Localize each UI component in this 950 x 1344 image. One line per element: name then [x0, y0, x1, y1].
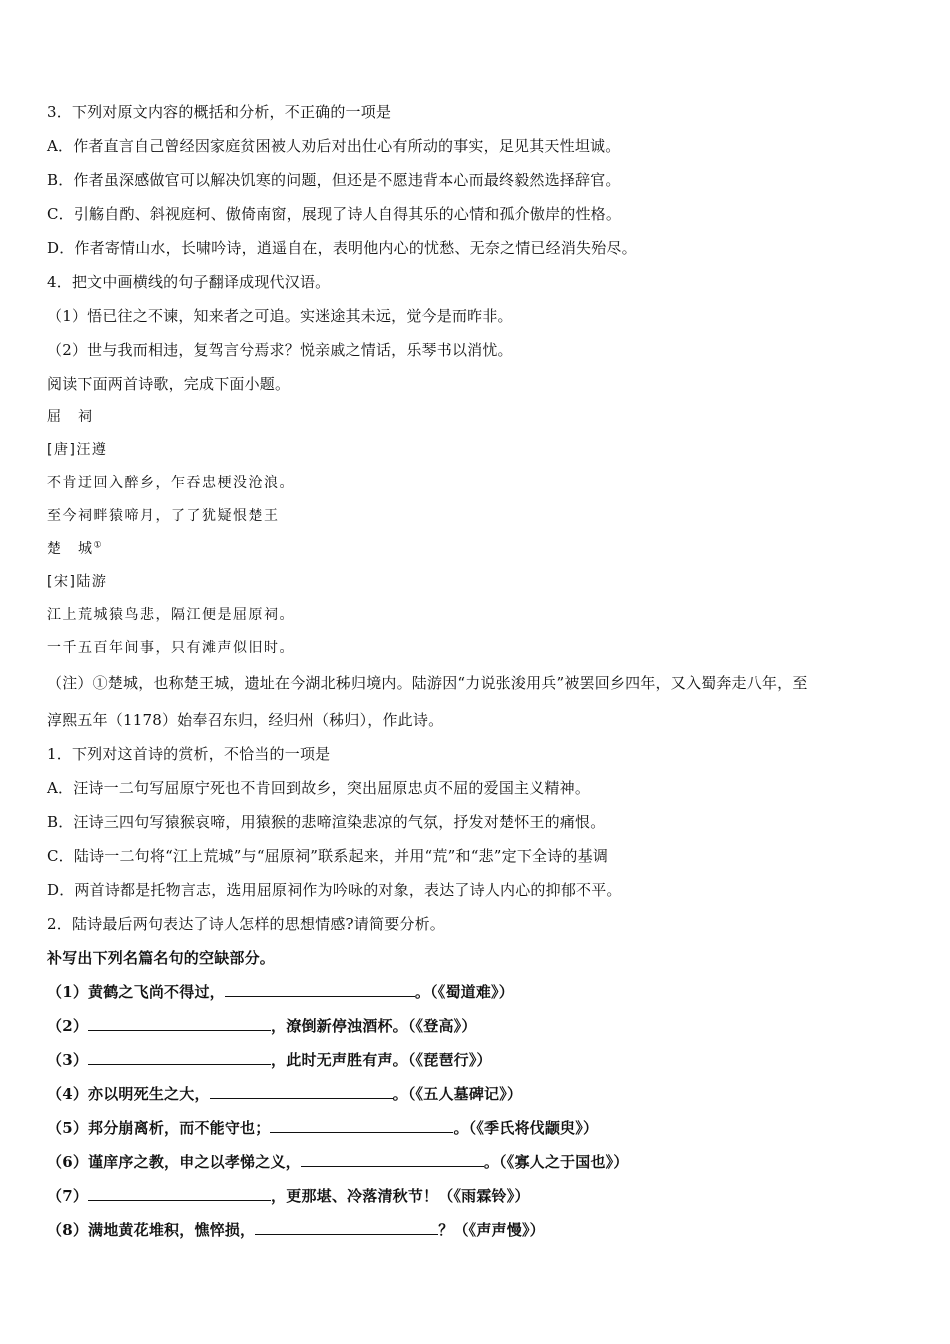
fill-blank-2[interactable] — [88, 1016, 271, 1031]
fill-item-8-pre: （8）满地黄花堆积，憔悴损， — [47, 1221, 256, 1239]
fill-blank-3[interactable] — [88, 1050, 271, 1065]
footnote-line-2: 淳熙五年（1178）始奉召东归，经归州（秭归），作此诗。 — [47, 711, 444, 729]
fill-item-7-post: ，更那堪、冷落清秋节！（《雨霖铃》） — [271, 1187, 530, 1205]
fill-item-5 — [47, 1118, 598, 1138]
fill-item-7-pre: （7） — [47, 1187, 89, 1205]
fill-item-3-post: ，此时无声胜有声。（《琵琶行》） — [271, 1051, 492, 1069]
fill-item-4-pre: （4）亦以明死生之大， — [47, 1085, 210, 1103]
pq1-option-a: A．汪诗一二句写屈原宁死也不肯回到故乡，突出屈原忠贞不屈的爱国主义精神。 — [47, 779, 591, 797]
fill-item-8 — [47, 1220, 545, 1240]
footnote-marker: ① — [93, 540, 104, 551]
fill-item-8-post: ？（《声声慢》） — [438, 1221, 545, 1239]
fill-blank-6[interactable] — [301, 1152, 484, 1167]
fill-item-1-post: 。（《蜀道难》） — [414, 983, 514, 1001]
q3-option-d: D．作者寄情山水，长啸吟诗，逍遥自在，表明他内心的忧愁、无奈之情已经消失殆尽。 — [47, 239, 637, 257]
fill-item-2 — [47, 1016, 477, 1036]
poem2-title — [47, 539, 103, 559]
fill-blank-5[interactable] — [270, 1118, 453, 1133]
poem1-line-1: 不肯迂回入醉乡，乍吞忠梗没沧浪。 — [47, 475, 295, 491]
fill-item-4-post: 。（《五人墓碑记》） — [392, 1085, 523, 1103]
poem2-line-2: 一千五百年间事，只有滩声似旧时。 — [47, 640, 295, 656]
poem1-author: [唐]汪遵 — [47, 442, 108, 458]
fill-blank-4[interactable] — [210, 1084, 393, 1099]
fill-item-3-pre: （3） — [47, 1051, 89, 1069]
poem1-title: 屈 祠 — [47, 409, 94, 425]
q3-option-a: A．作者直言自己曾经因家庭贫困被人劝后对出仕心有所动的事实，足见其天性坦诚。 — [47, 137, 621, 155]
fill-item-6 — [47, 1152, 629, 1172]
pq1-option-b: B．汪诗三四句写猿猴哀啼，用猿猴的悲啼渲染悲凉的气氛，抒发对楚怀王的痛恨。 — [47, 813, 606, 831]
q4-sentence-2: （2）世与我而相违，复驾言兮焉求？悦亲戚之情话，乐琴书以消忧。 — [47, 341, 513, 359]
pq2-stem: 2．陆诗最后两句表达了诗人怎样的思想情感?请简要分析。 — [47, 915, 445, 933]
pq1-option-d: D．两首诗都是托物言志，选用屈原祠作为吟咏的对象，表达了诗人内心的抑郁不平。 — [47, 881, 622, 899]
poem2-author: [宋]陆游 — [47, 574, 108, 590]
poem2-line-1: 江上荒城猿鸟悲，隔江便是屈原祠。 — [47, 607, 295, 623]
q4-sentence-1: （1）悟已往之不谏，知来者之可追。实迷途其未远，觉今是而昨非。 — [47, 307, 513, 325]
poems-intro: 阅读下面两首诗歌，完成下面小题。 — [47, 375, 291, 393]
fill-item-6-pre: （6）谨庠序之教，申之以孝悌之义， — [47, 1153, 301, 1171]
q3-stem: 3．下列对原文内容的概括和分析，不正确的一项是 — [47, 103, 392, 121]
q3-option-b: B．作者虽深感做官可以解决饥寒的问题，但还是不愿违背本心而最终毅然选择辞官。 — [47, 171, 621, 189]
fill-item-7 — [47, 1186, 530, 1206]
q4-stem: 4．把文中画横线的句子翻译成现代汉语。 — [47, 273, 331, 291]
poem1-line-2: 至今祠畔猿啼月，了了犹疑恨楚王 — [47, 508, 280, 524]
fill-item-6-post: 。（《寡人之于国也》） — [483, 1153, 629, 1171]
fill-blank-1[interactable] — [225, 982, 415, 997]
pq1-option-c: C．陆诗一二句将“江上荒城”与“屈原祠”联系起来，并用“荒”和“悲”定下全诗的基调 — [47, 847, 609, 865]
fill-item-5-pre: （5）邦分崩离析，而不能守也； — [47, 1119, 271, 1137]
fill-item-5-post: 。（《季氏将伐颛臾》） — [453, 1119, 599, 1137]
q3-option-c: C．引觞自酌、斜视庭柯、傲倚南窗，展现了诗人自得其乐的心情和孤介傲岸的性格。 — [47, 205, 622, 223]
fill-blank-7[interactable] — [88, 1186, 271, 1201]
fill-item-2-post: ，潦倒新停浊酒杯。（《登高》） — [271, 1017, 477, 1035]
fill-item-4 — [47, 1084, 522, 1104]
fill-blank-8[interactable] — [255, 1220, 438, 1235]
fill-intro: 补写出下列名篇名句的空缺部分。 — [47, 949, 276, 967]
fill-item-3 — [47, 1050, 492, 1070]
fill-item-1-pre: （1）黄鹤之飞尚不得过， — [47, 983, 225, 1001]
pq1-stem: 1．下列对这首诗的赏析，不恰当的一项是 — [47, 745, 331, 763]
fill-item-1 — [47, 982, 514, 1002]
fill-item-2-pre: （2） — [47, 1017, 89, 1035]
footnote-line-1: （注）①楚城，也称楚王城，遗址在今湖北秭归境内。陆游因“力说张浚用兵”被罢回乡四年，又入蜀奔走八年，至 — [47, 674, 808, 692]
poem2-title-text: 楚 城 — [47, 541, 94, 557]
